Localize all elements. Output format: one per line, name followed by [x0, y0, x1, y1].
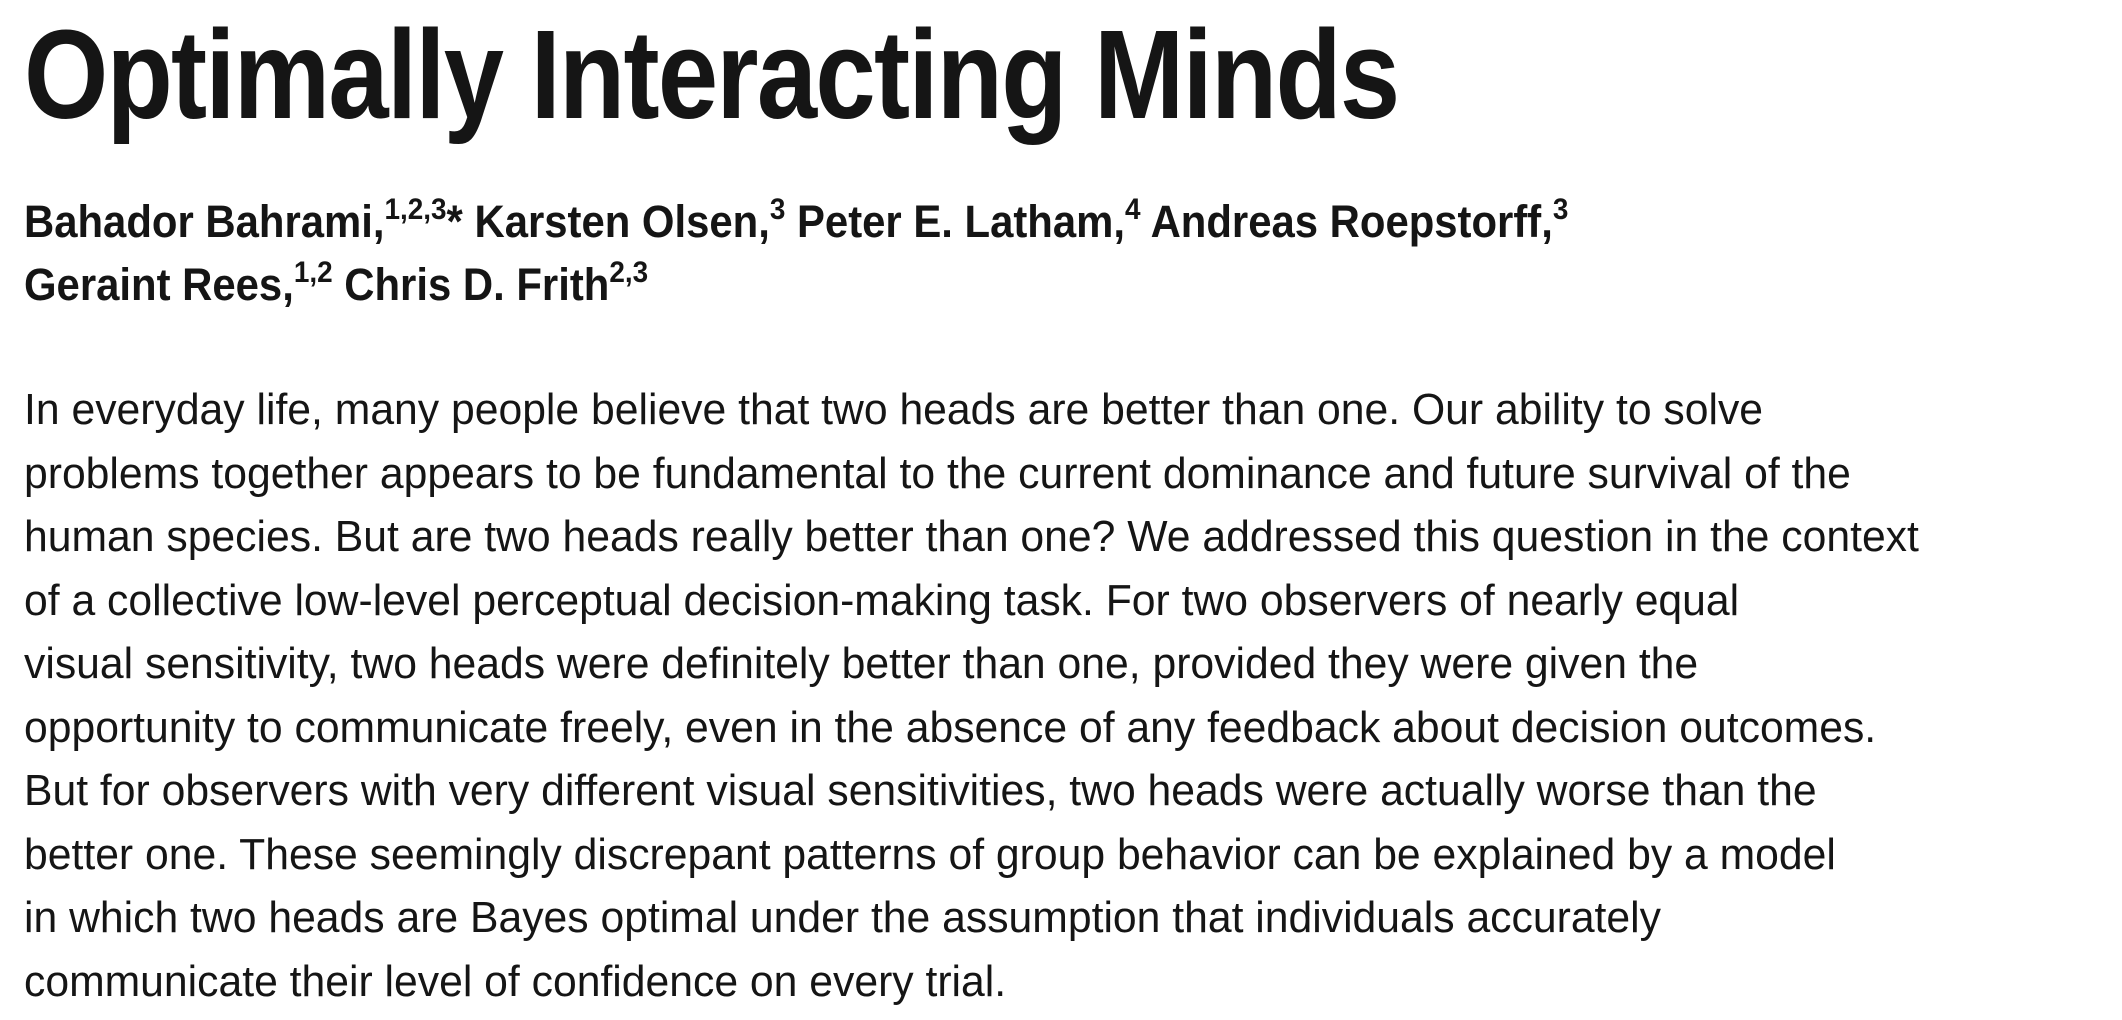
author-affiliations: 1,2,3	[384, 193, 447, 226]
abstract-line: of a collective low-level perceptual decision-making task. For two observers of nearly equal	[24, 575, 1740, 625]
abstract-line: in which two heads are Bayes optimal under the assumption that individuals accurately	[24, 893, 1661, 942]
author-affiliations: 2,3	[609, 256, 649, 289]
author	[344, 256, 649, 310]
author-name: Peter E. Latham,	[797, 196, 1125, 247]
abstract-line: better one. These seemingly discrepant patterns of group behavior can be explained by a model	[24, 829, 1836, 879]
abstract-line: human species. But are two heads really better than one? We addressed this question in the context	[24, 512, 1919, 561]
author	[1150, 193, 1569, 247]
author	[24, 193, 463, 247]
author-line-1	[24, 190, 1958, 253]
author-name: Bahador Bahrami,	[24, 196, 385, 247]
abstract-line: In everyday life, many people believe that two heads are better than one. Our ability to solve	[24, 385, 1764, 434]
author-affiliations: 3	[769, 193, 786, 226]
author-name: Chris D. Frith	[344, 259, 610, 310]
author-affiliations: 1,2	[293, 256, 333, 289]
author	[474, 193, 786, 247]
abstract-line: problems together appears to be fundamental to the current dominance and future survival of the	[24, 448, 1851, 498]
author-list	[24, 190, 1958, 316]
author-affiliations: 3	[1552, 193, 1569, 226]
author-affiliations: 4	[1124, 193, 1141, 226]
abstract	[24, 378, 2119, 1013]
author-name: Andreas Roepstorff,	[1150, 196, 1553, 247]
abstract-line: But for observers with very different visual sensitivities, two heads were actually worse than the	[24, 766, 1817, 815]
abstract-line: opportunity to communicate freely, even in the absence of any feedback about decision outcomes.	[24, 702, 1877, 752]
author	[24, 256, 333, 310]
abstract-line: communicate their level of confidence on every trial.	[24, 956, 1007, 1006]
author-name: Geraint Rees,	[24, 259, 294, 310]
author	[797, 193, 1141, 247]
author-line-2	[24, 253, 1958, 316]
author-name: Karsten Olsen,	[474, 196, 770, 247]
paper-title: Optimally Interacting Minds	[24, 4, 1399, 145]
abstract-line: visual sensitivity, two heads were definitely better than one, provided they were given the	[24, 639, 1699, 688]
corresponding-author-marker: *	[446, 196, 463, 247]
